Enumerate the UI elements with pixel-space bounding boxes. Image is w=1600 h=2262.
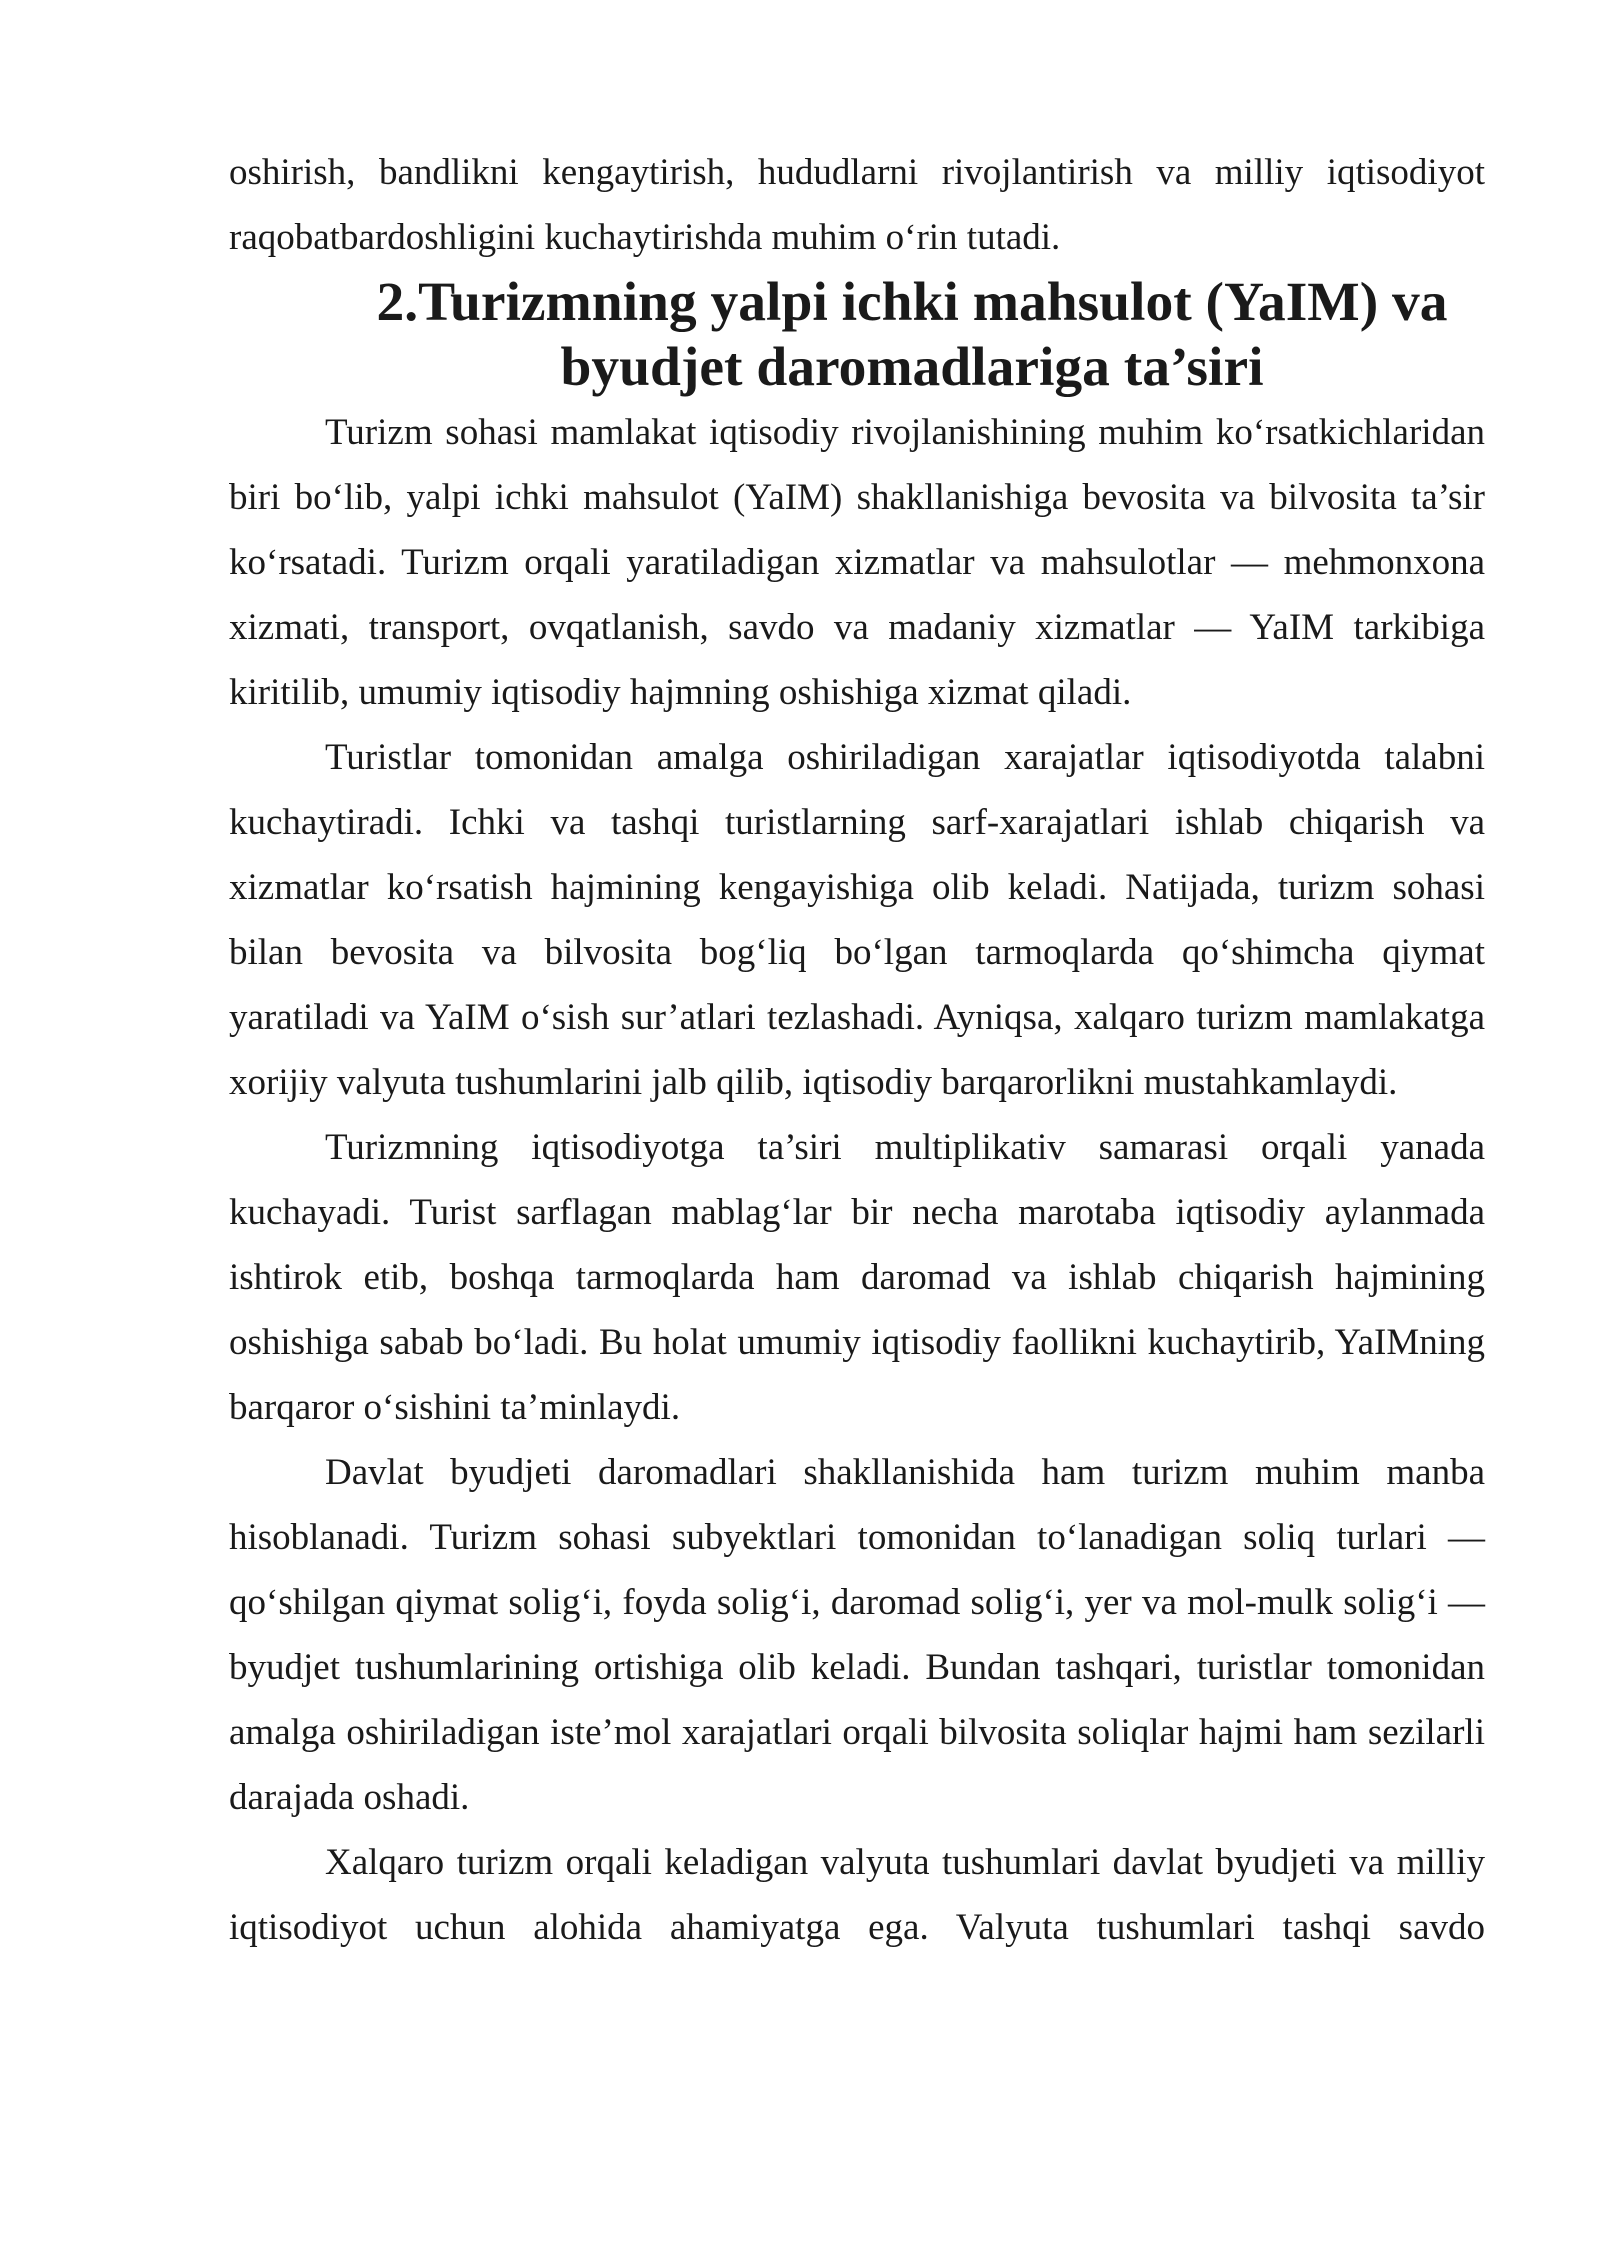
- paragraph-2: Turistlar tomonidan amalga oshiriladigan xarajatlar iqtisodiyotda talabni kuchaytiradi. Ichki va tashqi turistlarning sarf-xarajatlari ishlab chiqarish va xizmatlar ko‘rsatish hajmining kengayishiga olib keladi. Natijada, turizm sohasi bilan bevosita va bilvosita bog‘liq bo‘lgan tarmoqlarda qo‘shimcha qiymat yaratiladi va YaIM o‘sish sur’atlari tezlashadi. Ayniqsa, xalqaro turizm mamlakatga xorijiy valyuta tushumlarini jalb qilib, iqtisodiy barqarorlikni mustahkamlaydi.: [229, 737, 1485, 1103]
- paragraph-1: Turizm sohasi mamlakat iqtisodiy rivojlanishining muhim ko‘rsatkichlaridan biri bo‘lib, yalpi ichki mahsulot (YaIM) shakllanishiga bevosita va bilvosita ta’sir ko‘rsatadi. Turizm orqali yaratiladigan xizmatlar va mahsulotlar — mehmonxona xizmati, transport, ovqatlanish, savdo va madaniy xizmatlar — YaIM tarkibiga kiritilib, umumiy iqtisodiy hajmning oshishiga xizmat qiladi.: [229, 412, 1485, 713]
- document-body: [229, 140, 1485, 1960]
- paragraph-4: Davlat byudjeti daromadlari shakllanishida ham turizm muhim manba hisoblanadi. Turizm sohasi subyektlari tomonidan to‘lanadigan soliq turlari — qo‘shilgan qiymat solig‘i, foyda solig‘i, daromad solig‘i, yer va mol-mulk solig‘i — byudjet tushumlarining ortishiga olib keladi. Bundan tashqari, turistlar tomonidan amalga oshiriladigan iste’mol xarajatlari orqali bilvosita soliqlar hajmi ham sezilarli darajada oshadi.: [229, 1452, 1485, 1818]
- paragraph-5-continued: Xalqaro turizm orqali keladigan valyuta tushumlari davlat byudjeti va milliy iqtisodiyot uchun alohida ahamiyatga ega. Valyuta tushumlari tashqi savdo: [229, 1842, 1485, 1948]
- paragraph-3: Turizmning iqtisodiyotga ta’siri multiplikativ samarasi orqali yanada kuchayadi. Turist sarflagan mablag‘lar bir necha marotaba iqtisodiy aylanmada ishtirok etib, boshqa tarmoqlarda ham daromad va ishlab chiqarish hajmining oshishiga sabab bo‘ladi. Bu holat umumiy iqtisodiy faollikni kuchaytirib, YaIMning barqaror o‘sishini ta’minlaydi.: [229, 1127, 1485, 1428]
- continued-paragraph: oshirish, bandlikni kengaytirish, hududlarni rivojlantirish va milliy iqtisodiyot raqobatbardoshligini kuchaytirishda muhim o‘rin tutadi.: [229, 152, 1485, 258]
- section-heading: 2.Turizmning yalpi ichki mahsulot (YaIM) va byudjet daromadlariga ta’siri: [376, 272, 1448, 398]
